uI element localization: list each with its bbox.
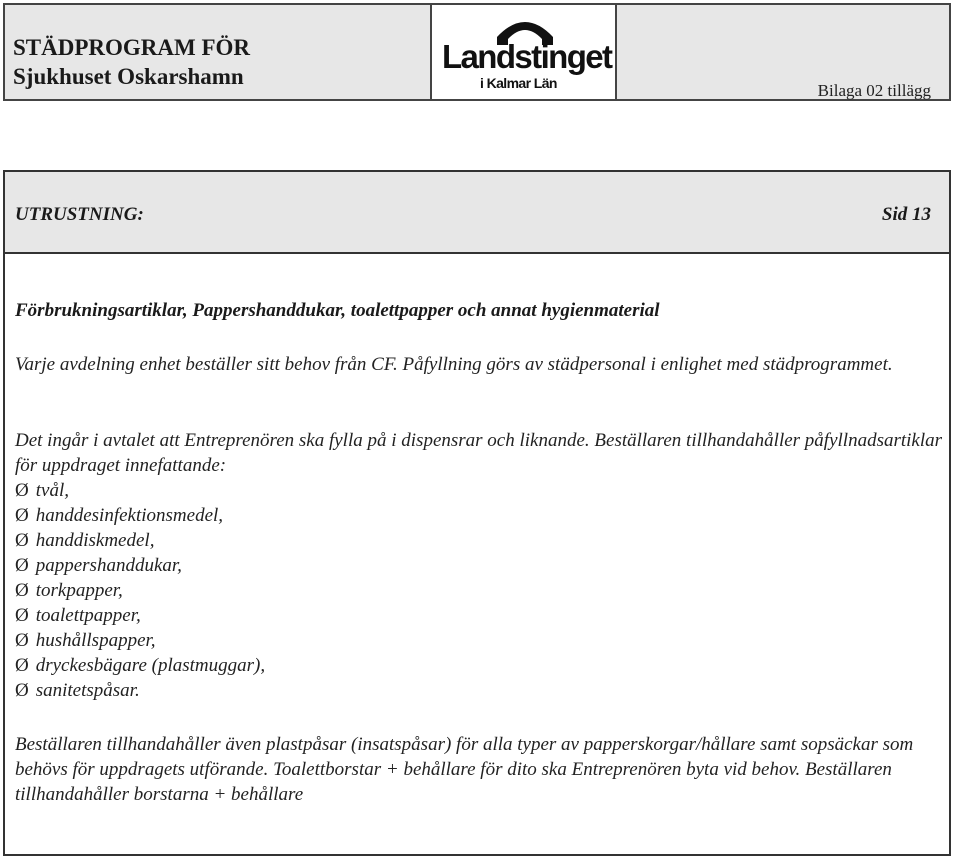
- list-item-text: torkpapper,: [35, 580, 123, 601]
- document-header: [3, 3, 951, 101]
- list-item-text: dryckesbägare (plastmuggar),: [35, 655, 266, 676]
- list-item-text: tvål,: [35, 480, 69, 501]
- section-title: UTRUSTNING:: [15, 204, 144, 225]
- list-item: [15, 628, 265, 653]
- list-item: [15, 478, 265, 503]
- supply-item-list: [15, 478, 265, 703]
- paragraph-bags-brushes: Beställaren tillhandahåller även plastpåsar (insatspåsar) för alla typer av papperskorgar/hållare samt sopsäckar som behövs för uppdragets utförande. Toalettborstar + behållare för dito ska Entreprenören byta vid behov. Beställaren tillhandahåller borstarna + behållare: [15, 734, 914, 805]
- bullet-symbol: Ø: [15, 555, 29, 576]
- list-item-text: hushållspapper,: [35, 630, 156, 651]
- bullet-symbol: Ø: [15, 480, 29, 501]
- attachment-label: Bilaga 02 tillägg: [817, 81, 931, 100]
- section-heading: Förbrukningsartiklar, Pappershanddukar, toalettpapper och annat hygienmaterial: [15, 300, 660, 321]
- bullet-symbol: Ø: [15, 580, 29, 601]
- org-title: [13, 33, 250, 91]
- bullet-symbol: Ø: [15, 530, 29, 551]
- list-item-text: handdiskmedel,: [35, 530, 155, 551]
- paragraph-agreement: Det ingår i avtalet att Entreprenören ska fylla på i dispensrar och liknande. Beställaren tillhandahåller påfyllnadsartiklar för uppdraget innefattande:: [15, 430, 943, 476]
- list-item: [15, 678, 265, 703]
- document-body: [3, 254, 951, 856]
- bullet-symbol: Ø: [15, 605, 29, 626]
- list-item: [15, 553, 265, 578]
- logo-subtext: i Kalmar Län: [480, 75, 557, 91]
- header-logo-cell: [432, 3, 617, 101]
- list-item-text: pappershanddukar,: [35, 555, 182, 576]
- list-item-text: sanitetspåsar.: [35, 680, 140, 701]
- section-title-bar: [3, 170, 951, 254]
- bullet-symbol: Ø: [15, 505, 29, 526]
- list-item: [15, 653, 265, 678]
- page-number: Sid 13: [881, 204, 931, 225]
- list-item-text: handdesinfektionsmedel,: [35, 505, 224, 526]
- logo-wordmark: Landstinget: [442, 38, 612, 75]
- landstinget-logo: [438, 9, 612, 97]
- org-title-line1: STÄDPROGRAM FÖR: [13, 35, 251, 60]
- bullet-symbol: Ø: [15, 630, 29, 651]
- list-item: [15, 578, 265, 603]
- header-attachment-cell: [617, 3, 951, 101]
- list-item: [15, 503, 265, 528]
- list-item: [15, 603, 265, 628]
- bullet-symbol: Ø: [15, 680, 29, 701]
- list-item-text: toalettpapper,: [35, 605, 141, 626]
- org-title-line2: Sjukhuset Oskarshamn: [13, 64, 244, 89]
- list-item: [15, 528, 265, 553]
- paragraph-ordering: Varje avdelning enhet beställer sitt behov från CF. Påfyllning görs av städpersonal i enlighet med städprogrammet.: [15, 354, 893, 375]
- header-org-cell: [3, 3, 432, 101]
- bullet-symbol: Ø: [15, 655, 29, 676]
